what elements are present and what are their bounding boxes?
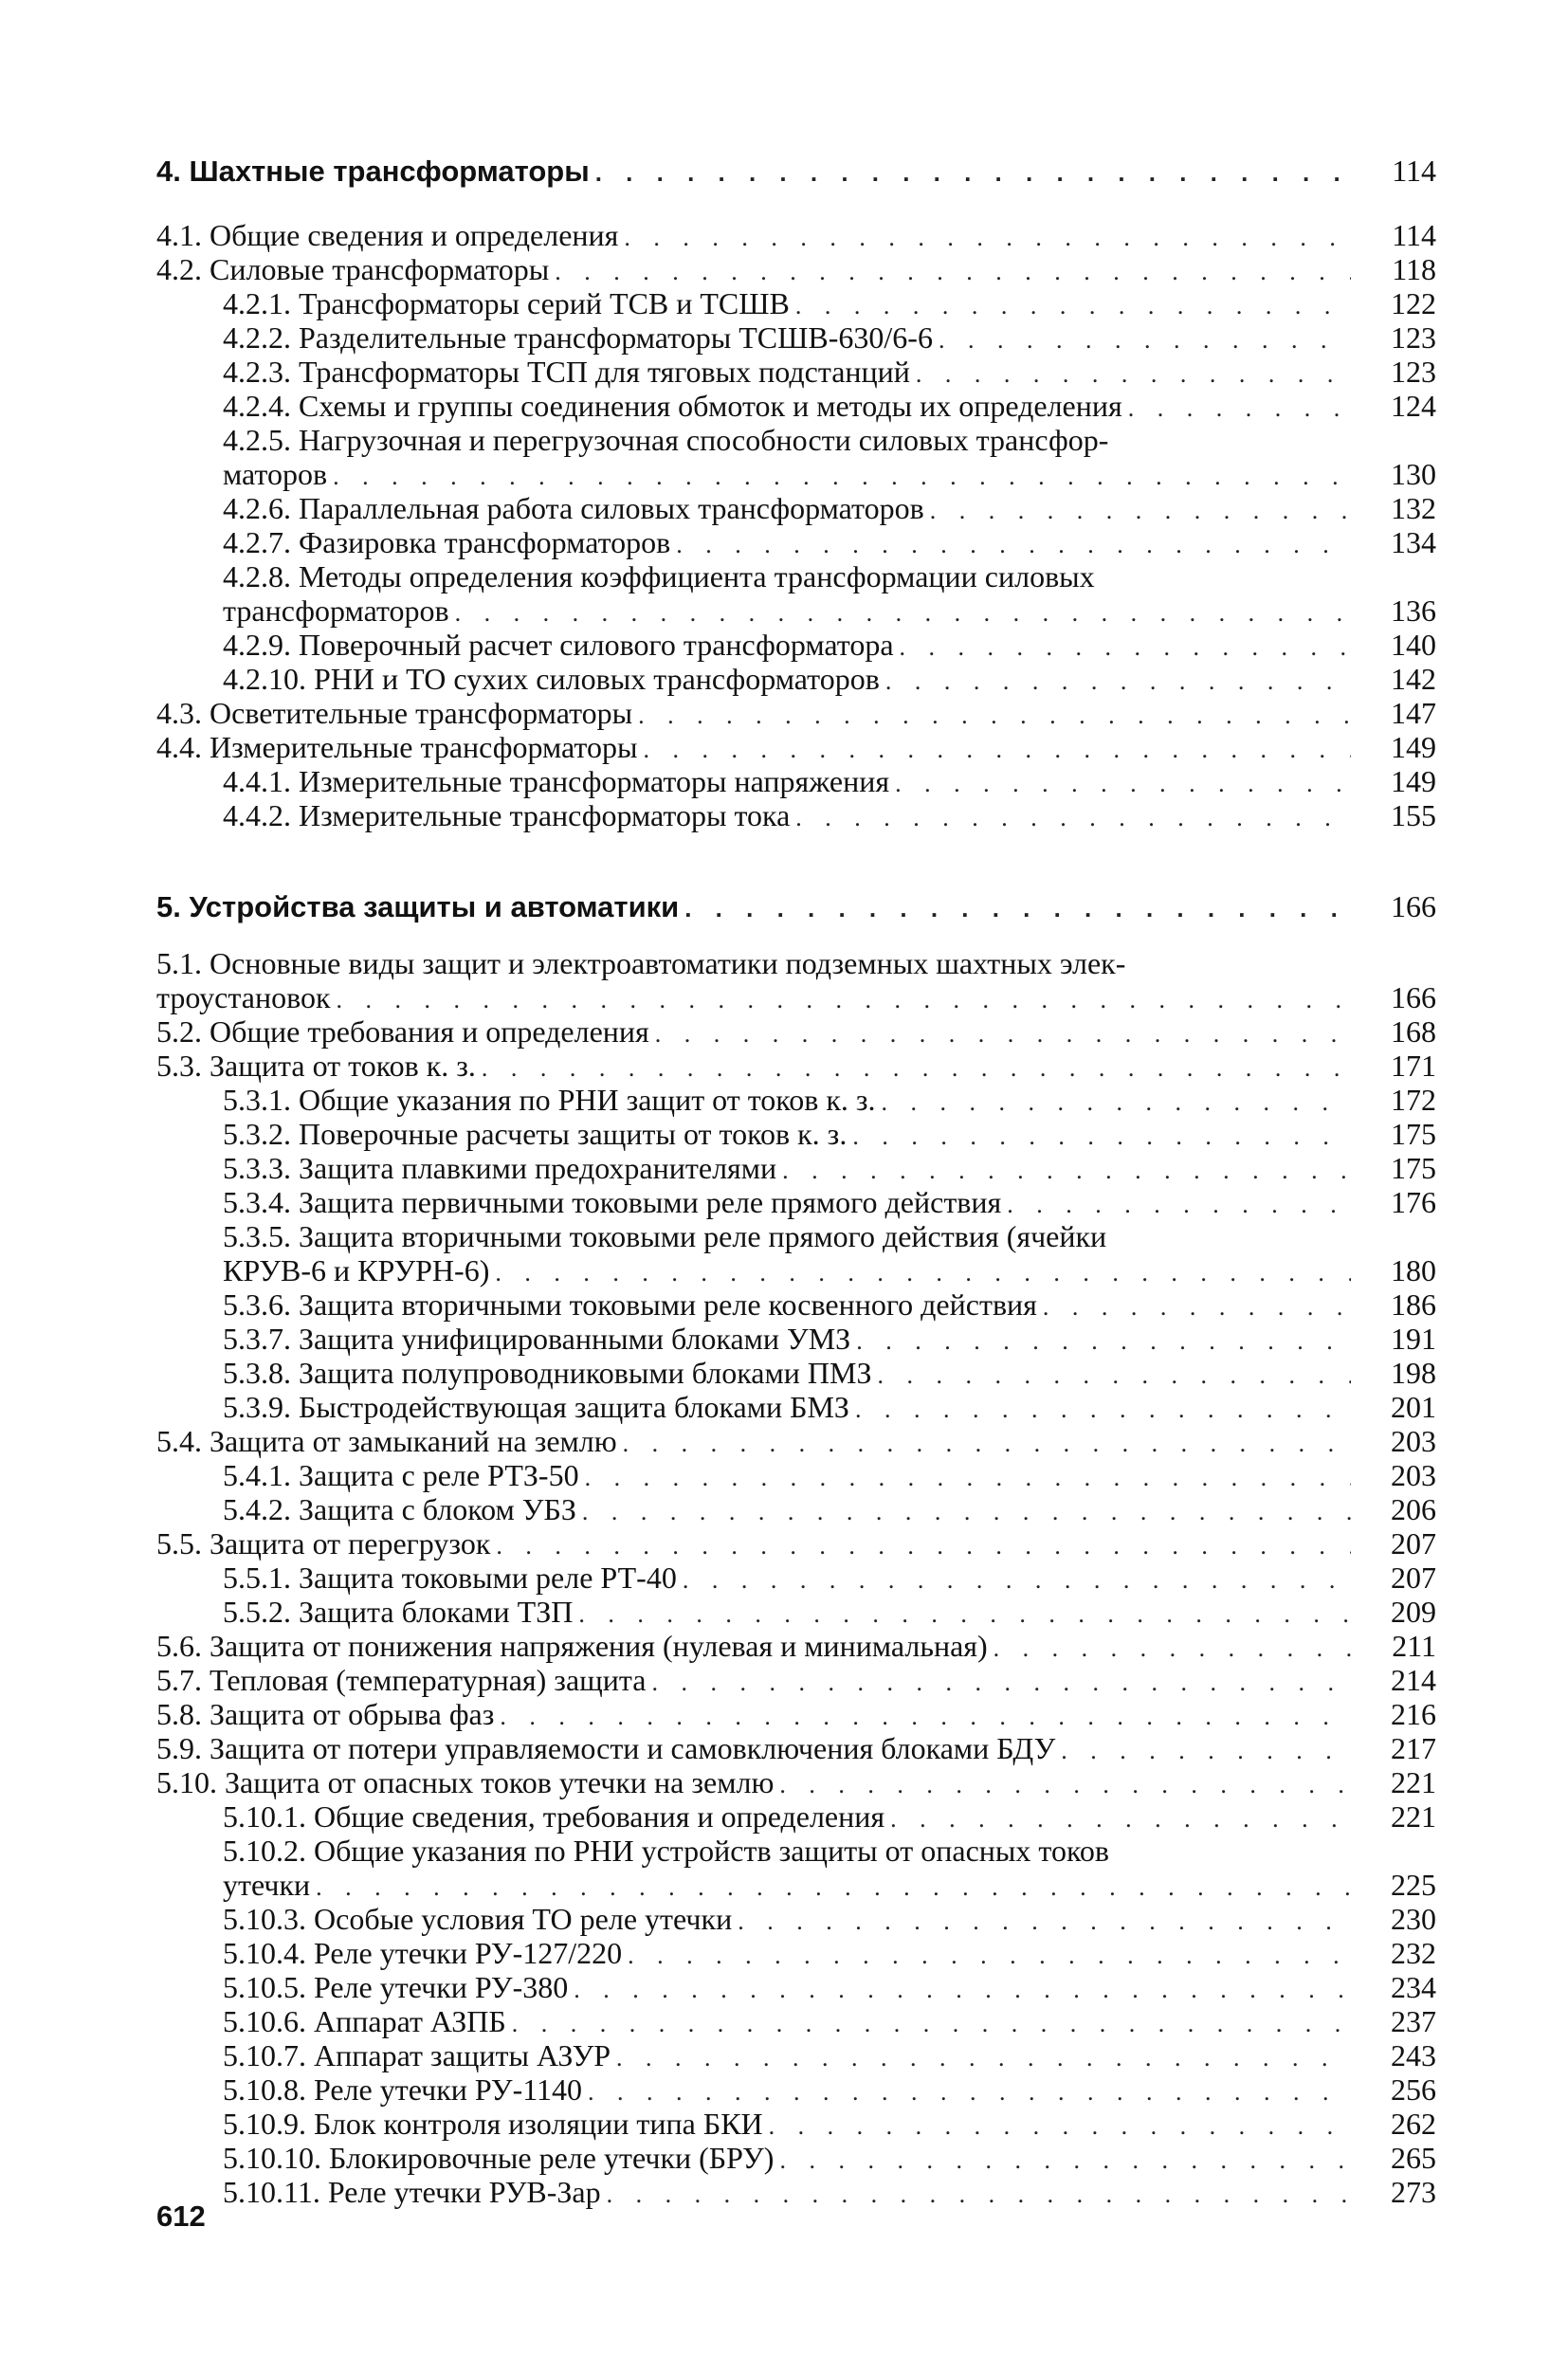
toc-entry[interactable] — [156, 1322, 1436, 1356]
toc-entry-text: 4.2.5. Нагрузочная и перегрузочная способности силовых трансфор- — [223, 423, 1109, 457]
chapter-page: 114 — [1392, 154, 1436, 188]
toc-entry[interactable] — [156, 1287, 1436, 1322]
toc-entry[interactable] — [156, 1151, 1436, 1185]
toc-entry-text: маторов — [223, 457, 328, 491]
leader-dots — [877, 1359, 1351, 1393]
leader-dots — [333, 460, 1351, 494]
leader-dots — [574, 1973, 1351, 2007]
toc-entry-text: 4.1. Общие сведения и определения — [156, 218, 619, 252]
toc-entry-page: 114 — [1392, 218, 1436, 252]
leader-dots — [500, 1700, 1351, 1734]
toc-entry[interactable] — [156, 389, 1436, 423]
toc-entry[interactable] — [156, 355, 1436, 389]
toc-entry-text: 5.10.11. Реле утечки РУВ-Зар — [223, 2175, 601, 2209]
leader-dots — [623, 1427, 1351, 1461]
toc-entry-page: 171 — [1391, 1049, 1436, 1083]
chapter-title: 5. Устройства защиты и автоматики — [156, 890, 680, 923]
leader-dots — [595, 152, 1351, 193]
leader-dots — [895, 767, 1351, 801]
toc-entry-page: 176 — [1391, 1185, 1436, 1219]
leader-dots — [779, 2144, 1351, 2178]
toc-entry-page: 217 — [1391, 1731, 1436, 1765]
toc-entry-text: 5.3.6. Защита вторичными токовыми реле косвенного действия — [223, 1287, 1037, 1322]
toc-entry-text: 5.5.1. Защита токовыми реле РТ-40 — [223, 1561, 677, 1595]
page-number: 612 — [156, 2200, 206, 2233]
toc-entry[interactable] — [156, 1595, 1436, 1629]
toc-entry-text: 5.3.5. Защита вторичными токовыми реле прямого действия (ячейки — [223, 1219, 1107, 1253]
toc-entry-text: 5.7. Тепловая (температурная) защита — [156, 1663, 647, 1697]
leader-dots — [496, 1529, 1351, 1563]
toc-entry-page: 203 — [1391, 1458, 1436, 1492]
toc-entry-page: 207 — [1391, 1526, 1436, 1561]
toc-entry-page: 191 — [1391, 1322, 1436, 1356]
toc-entry-page: 147 — [1391, 696, 1436, 730]
toc-entry-text: 5.10. Защита от опасных токов утечки на землю — [156, 1765, 775, 1799]
toc-entry[interactable] — [156, 320, 1436, 355]
toc-entry-text: 5.10.4. Реле утечки РУ-127/220 — [223, 1936, 623, 1970]
leader-dots — [684, 887, 1351, 929]
toc-entry[interactable] — [156, 1902, 1436, 1936]
toc-entry[interactable] — [156, 1697, 1436, 1731]
leader-dots — [316, 1871, 1351, 1905]
toc-entry-text: 5.4.1. Защита с реле РТЗ-50 — [223, 1458, 579, 1492]
chapter-title: 4. Шахтные трансформаторы — [156, 155, 590, 188]
toc-entry[interactable] — [156, 1185, 1436, 1219]
toc-entry-text: 5.5.2. Защита блоками ТЗП — [223, 1595, 574, 1629]
toc-entry-text: 4.2.3. Трансформаторы ТСП для тяговых подстанций — [223, 355, 910, 389]
toc-entry-text: 4.2.7. Фазировка трансформаторов — [223, 525, 671, 559]
toc-entry[interactable] — [156, 1424, 1436, 1458]
toc-entry-page: 230 — [1391, 1902, 1436, 1936]
toc-entry-text: 5.3.4. Защита первичными токовыми реле прямого действия — [223, 1185, 1002, 1219]
toc-entry-page: 225 — [1391, 1868, 1436, 1902]
toc-entry-text: 5.10.2. Общие указания по РНИ устройств защиты от опасных токов — [223, 1834, 1109, 1868]
toc-entry-text: 5.1. Основные виды защит и электроавтоматики подземных шахтных элек- — [156, 946, 1126, 980]
toc-entry-page: 130 — [1391, 457, 1436, 491]
leader-dots — [738, 1905, 1351, 1939]
toc-entry-page: 124 — [1391, 389, 1436, 423]
toc-entry-text: 5.10.9. Блок контроля изоляции типа БКИ — [223, 2107, 763, 2141]
chapter-4-entries — [156, 218, 1436, 832]
toc-entry-text: 5.3. Защита от токов к. з. — [156, 1049, 476, 1083]
toc-entry[interactable] — [156, 1970, 1436, 2004]
toc-entry-text: 4.4. Измерительные трансформаторы — [156, 730, 638, 764]
toc-entry[interactable] — [156, 1663, 1436, 1697]
toc-entry[interactable] — [156, 1390, 1436, 1424]
toc-entry[interactable] — [156, 286, 1436, 320]
toc-entry-page: 175 — [1391, 1117, 1436, 1151]
leader-dots — [512, 2007, 1351, 2041]
toc-entry[interactable] — [156, 2141, 1436, 2175]
toc-entry-text: 4.4.2. Измерительные трансформаторы тока — [223, 798, 791, 832]
toc-entry[interactable] — [156, 696, 1436, 730]
leader-dots — [455, 596, 1351, 630]
toc-entry-page: 201 — [1391, 1390, 1436, 1424]
toc-entry[interactable] — [156, 1253, 1436, 1287]
toc-entry[interactable] — [156, 2175, 1436, 2209]
toc-entry-text: 4.2.6. Параллельная работа силовых трансформаторов — [223, 491, 924, 525]
leader-dots — [782, 1154, 1351, 1188]
toc-entry-page: 234 — [1391, 1970, 1436, 2004]
toc-entry-page: 216 — [1391, 1697, 1436, 1731]
toc-entry-text: 5.10.10. Блокировочные реле утечки (БРУ) — [223, 2141, 775, 2175]
toc-entry[interactable] — [156, 525, 1436, 559]
table-of-contents — [156, 150, 1436, 2209]
leader-dots — [856, 1324, 1351, 1359]
leader-dots — [1061, 1734, 1351, 1768]
toc-entry[interactable] — [156, 2038, 1436, 2072]
toc-entry-page: 172 — [1391, 1083, 1436, 1117]
chapter-5-entries — [156, 946, 1436, 2209]
toc-entry[interactable] — [156, 2004, 1436, 2038]
toc-entry-page: 142 — [1391, 662, 1436, 696]
leader-dots — [994, 1632, 1351, 1666]
leader-dots — [916, 357, 1351, 392]
toc-entry-text: 5.4.2. Защита с блоком УБЗ — [223, 1492, 576, 1526]
toc-entry[interactable] — [156, 1014, 1436, 1049]
toc-entry-text: 5.3.9. Быстродействующая защита блоками БМЗ — [223, 1390, 849, 1424]
toc-entry-page: 168 — [1391, 1014, 1436, 1049]
toc-entry-text: 5.10.5. Реле утечки РУ-380 — [223, 1970, 569, 2004]
toc-entry[interactable] — [156, 1936, 1436, 1970]
chapter-page: 166 — [1391, 889, 1436, 923]
toc-entry-text: 4.2.9. Поверочный расчет силового трансформатора — [223, 628, 894, 662]
toc-entry-text: 4.3. Осветительные трансформаторы — [156, 696, 633, 730]
toc-entry-text: 4.2.4. Схемы и группы соединения обмоток и методы их определения — [223, 389, 1122, 423]
leader-dots — [900, 630, 1351, 665]
toc-entry-page: 180 — [1391, 1253, 1436, 1287]
leader-dots — [1043, 1290, 1351, 1324]
toc-entry-text: 5.8. Защита от обрыва фаз — [156, 1697, 495, 1731]
toc-entry-text: 5.5. Защита от перегрузок — [156, 1526, 491, 1561]
toc-entry-page: 175 — [1391, 1151, 1436, 1185]
leader-dots — [578, 1597, 1351, 1632]
toc-entry[interactable] — [156, 1765, 1436, 1799]
toc-entry[interactable] — [156, 628, 1436, 662]
toc-entry-page: 256 — [1391, 2072, 1436, 2107]
toc-entry[interactable] — [156, 1083, 1436, 1117]
toc-entry-text: 5.2. Общие требования и определения — [156, 1014, 649, 1049]
leader-dots — [337, 983, 1352, 1017]
toc-entry-page: 123 — [1391, 320, 1436, 355]
toc-entry-text: 4.4.1. Измерительные трансформаторы напряжения — [223, 764, 890, 798]
toc-entry[interactable] — [156, 1458, 1436, 1492]
toc-entry-text: 4.2.10. РНИ и ТО сухих силовых трансформаторов — [223, 662, 880, 696]
toc-entry-text: троустановок — [156, 980, 331, 1014]
leader-dots — [628, 1939, 1351, 1973]
toc-entry[interactable] — [156, 1117, 1436, 1151]
toc-entry[interactable] — [156, 1799, 1436, 1834]
leader-dots — [882, 1086, 1351, 1120]
toc-entry[interactable] — [156, 457, 1436, 491]
toc-entry-page: 136 — [1391, 593, 1436, 628]
leader-dots — [651, 1666, 1351, 1700]
toc-entry-page: 186 — [1391, 1287, 1436, 1322]
toc-entry-text: 4.2.2. Разделительные трансформаторы ТСШВ-630/6-6 — [223, 320, 933, 355]
leader-dots — [588, 2075, 1351, 2109]
leader-dots — [795, 289, 1351, 323]
toc-entry[interactable] — [156, 1731, 1436, 1765]
toc-entry[interactable] — [156, 798, 1436, 832]
chapter-4-heading — [156, 150, 1436, 192]
toc-entry-page: 123 — [1391, 355, 1436, 389]
toc-entry-page: 221 — [1391, 1799, 1436, 1834]
toc-entry-text: 5.3.2. Поверочные расчеты защиты от токов к. з. — [223, 1117, 848, 1151]
toc-entry-page: 134 — [1391, 525, 1436, 559]
toc-entry[interactable] — [156, 980, 1436, 1014]
toc-entry-text: 5.10.1. Общие сведения, требования и определения — [223, 1799, 885, 1834]
toc-entry-text: утечки — [223, 1868, 311, 1902]
leader-dots — [482, 1051, 1351, 1086]
leader-dots — [779, 1768, 1351, 1802]
toc-entry-page: 166 — [1391, 980, 1436, 1014]
toc-entry-text: 5.10.3. Особые условия ТО реле утечки — [223, 1902, 733, 1936]
leader-dots — [885, 665, 1351, 699]
toc-entry[interactable] — [156, 1356, 1436, 1390]
toc-entry[interactable] — [156, 730, 1436, 764]
toc-entry-page: 149 — [1391, 764, 1436, 798]
toc-entry-page: 149 — [1391, 730, 1436, 764]
leader-dots — [585, 1461, 1351, 1495]
toc-entry-text: 5.10.7. Аппарат защиты АЗУР — [223, 2038, 611, 2072]
toc-entry-page: 243 — [1391, 2038, 1436, 2072]
chapter-5-heading — [156, 885, 1436, 927]
leader-dots — [638, 699, 1351, 733]
toc-entry-page: 198 — [1391, 1356, 1436, 1390]
toc-entry-page: 211 — [1392, 1629, 1436, 1663]
leader-dots — [795, 801, 1351, 835]
leader-dots — [855, 1393, 1351, 1427]
toc-entry-page: 209 — [1391, 1595, 1436, 1629]
leader-dots — [624, 221, 1351, 255]
toc-entry-text: 4.2. Силовые трансформаторы — [156, 252, 550, 286]
toc-entry[interactable] — [156, 1526, 1436, 1561]
toc-entry[interactable] — [156, 1561, 1436, 1595]
toc-entry-page: 262 — [1391, 2107, 1436, 2141]
toc-entry-text: 5.3.7. Защита унифицированными блоками УМЗ — [223, 1322, 851, 1356]
toc-entry[interactable] — [156, 1629, 1436, 1663]
toc-entry[interactable] — [156, 764, 1436, 798]
leader-dots — [676, 528, 1351, 562]
toc-entry-text: трансформаторов — [223, 593, 449, 628]
toc-entry-text: КРУВ-6 и КРУРН-6) — [223, 1253, 490, 1287]
toc-entry-page: 203 — [1391, 1424, 1436, 1458]
toc-entry[interactable] — [156, 218, 1436, 252]
toc-entry-page: 206 — [1391, 1492, 1436, 1526]
toc-entry-text: 5.9. Защита от потери управляемости и самовключения блоками БДУ — [156, 1731, 1056, 1765]
leader-dots — [555, 255, 1351, 289]
toc-entry-text: 5.3.8. Защита полупроводниковыми блоками ПМЗ — [223, 1356, 872, 1390]
toc-entry[interactable] — [156, 2072, 1436, 2107]
toc-entry[interactable] — [156, 1492, 1436, 1526]
leader-dots — [683, 1563, 1351, 1597]
toc-entry-text: 5.3.3. Защита плавкими предохранителями — [223, 1151, 777, 1185]
leader-dots — [852, 1120, 1351, 1154]
leader-dots — [1128, 392, 1351, 426]
leader-dots — [607, 2178, 1351, 2212]
toc-entry-text: 4.2.8. Методы определения коэффициента трансформации силовых — [223, 559, 1095, 593]
toc-entry[interactable] — [156, 2107, 1436, 2141]
toc-entry[interactable] — [156, 662, 1436, 696]
toc-entry-page: 265 — [1391, 2141, 1436, 2175]
toc-entry-page: 207 — [1391, 1561, 1436, 1595]
toc-entry-page: 155 — [1391, 798, 1436, 832]
toc-entry-page: 273 — [1391, 2175, 1436, 2209]
toc-entry-text: 5.10.8. Реле утечки РУ-1140 — [223, 2072, 583, 2107]
leader-dots — [643, 733, 1351, 767]
toc-entry-page: 214 — [1391, 1663, 1436, 1697]
leader-dots — [1007, 1188, 1351, 1222]
toc-entry-page: 221 — [1391, 1765, 1436, 1799]
toc-entry[interactable] — [156, 1868, 1436, 1902]
leader-dots — [769, 2109, 1351, 2144]
toc-entry-page: 132 — [1391, 491, 1436, 525]
toc-entry[interactable] — [156, 252, 1436, 286]
toc-entry-text: 5.6. Защита от понижения напряжения (нулевая и минимальная) — [156, 1629, 988, 1663]
toc-entry-text: 5.3.1. Общие указания по РНИ защит от токов к. з. — [223, 1083, 876, 1117]
toc-entry[interactable] — [156, 1049, 1436, 1083]
toc-entry-page: 237 — [1391, 2004, 1436, 2038]
toc-entry-text: 5.10.6. Аппарат АЗПБ — [223, 2004, 506, 2038]
leader-dots — [582, 1495, 1351, 1529]
toc-entry-page: 232 — [1391, 1936, 1436, 1970]
toc-entry-page: 118 — [1392, 252, 1436, 286]
toc-entry[interactable] — [156, 491, 1436, 525]
toc-entry[interactable] — [156, 593, 1436, 628]
toc-entry-text: 4.2.1. Трансформаторы серий ТСВ и ТСШВ — [223, 286, 790, 320]
leader-dots — [930, 494, 1351, 528]
leader-dots — [939, 323, 1351, 357]
toc-entry-text: 5.4. Защита от замыканий на землю — [156, 1424, 617, 1458]
toc-entry-page: 140 — [1391, 628, 1436, 662]
leader-dots — [655, 1017, 1351, 1051]
leader-dots — [890, 1802, 1351, 1836]
toc-entry-page: 122 — [1391, 286, 1436, 320]
leader-dots — [616, 2041, 1351, 2075]
leader-dots — [495, 1256, 1351, 1290]
